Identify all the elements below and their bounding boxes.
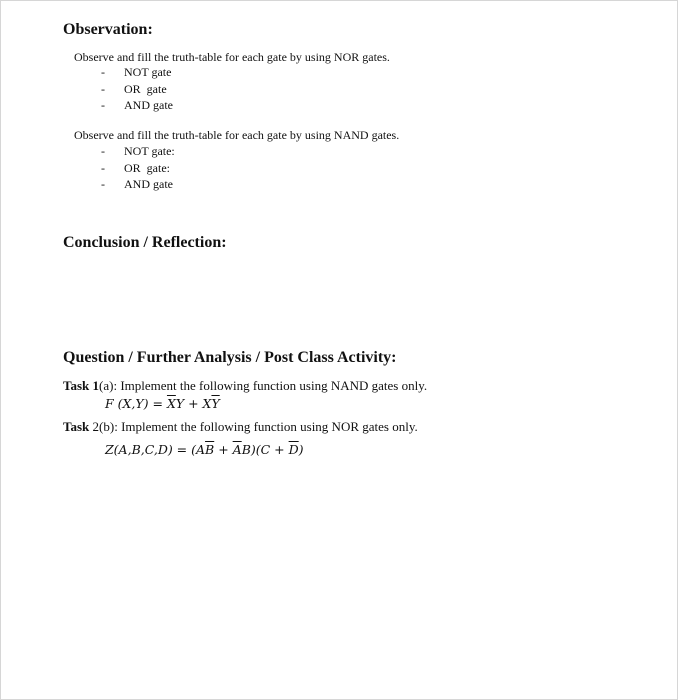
nor-intro: Observe and fill the truth-table for each gate by using NOR gates.: [74, 50, 390, 64]
task2-line: [63, 419, 418, 435]
task2-suffix: 2(b):: [89, 419, 118, 434]
eq-term: ): [298, 442, 304, 457]
task1-label: Task 1: [63, 378, 100, 393]
list-item-label: OR gate: [124, 81, 167, 96]
dash-marker: -: [101, 144, 105, 158]
eq-term-negated: $\overline{Y}$: [211, 396, 220, 411]
questions-heading: Question / Further Analysis / Post Class Activity:: [63, 349, 397, 366]
task1-text: Implement the following function using NAND gates only.: [117, 378, 428, 393]
list-item-label: AND gate: [124, 177, 173, 191]
eq-term: B)(C +: [241, 442, 289, 457]
task2-equation: [105, 442, 304, 457]
eq-term-negated: $\overline{D}$: [288, 442, 299, 457]
nor-gate-list: [101, 64, 173, 114]
conclusion-heading: Conclusion / Reflection:: [63, 234, 227, 251]
eq-term: Y + X: [175, 396, 212, 411]
list-item: [101, 64, 173, 81]
eq-term-negated: $\overline{A}$: [232, 442, 242, 457]
task1-line: [63, 378, 427, 394]
dash-marker: -: [101, 65, 105, 79]
list-item-label: OR gate:: [124, 160, 170, 175]
list-item: [101, 97, 173, 114]
list-item-label: NOT gate: [124, 65, 172, 79]
list-item-label: NOT gate:: [124, 144, 175, 158]
eq-term: Z(A,B,C,D) = (A: [105, 442, 206, 457]
dash-marker: -: [101, 81, 105, 96]
list-item: [101, 81, 173, 98]
list-item: [101, 176, 175, 193]
dash-marker: -: [101, 177, 105, 191]
eq-term-negated: $\overline{B}$: [205, 442, 215, 457]
task1-suffix: (a):: [99, 378, 118, 393]
list-item-label: AND gate: [124, 98, 173, 112]
task1-equation: [105, 396, 220, 411]
list-item: [101, 160, 175, 177]
eq-term-negated: $\overline{X}$: [166, 396, 176, 411]
nand-intro: Observe and fill the truth-table for each gate by using NAND gates.: [74, 128, 400, 142]
task2-label: Task: [63, 419, 90, 434]
dash-marker: -: [101, 160, 105, 175]
eq-term: +: [214, 442, 233, 457]
eq-term: F (X,Y) =: [105, 396, 167, 411]
observation-heading: Observation:: [63, 21, 153, 38]
nand-gate-list: [101, 143, 175, 193]
list-item: [101, 143, 175, 160]
task2-text: Implement the following function using NOR gates only.: [117, 419, 418, 434]
dash-marker: -: [101, 98, 105, 112]
